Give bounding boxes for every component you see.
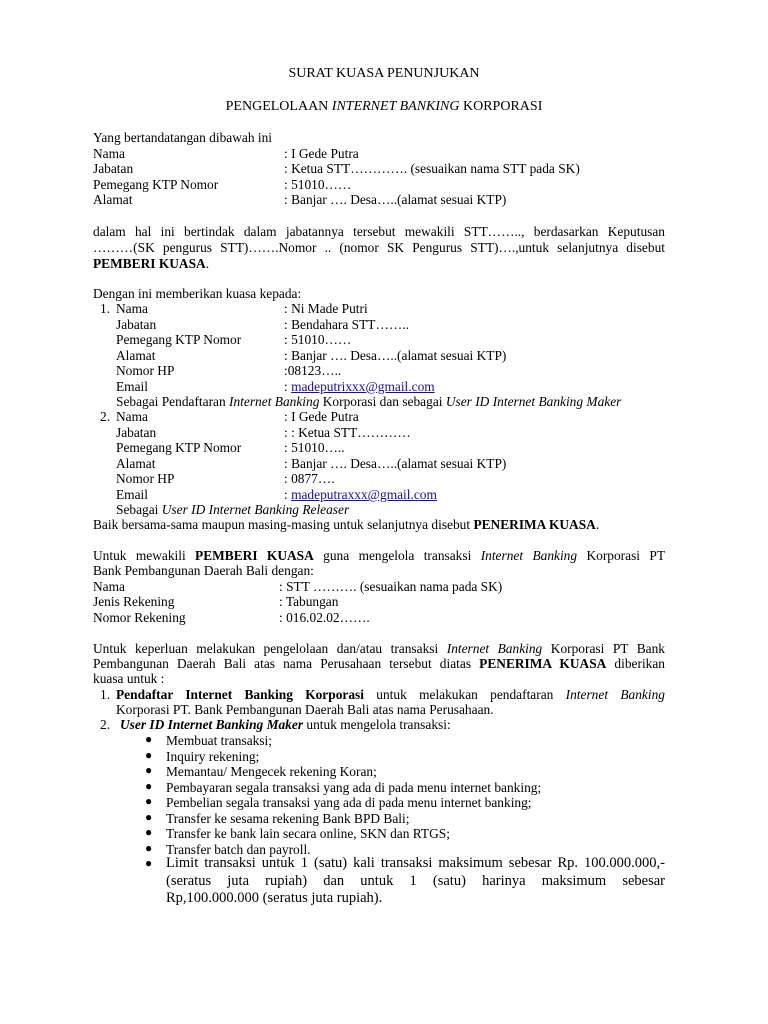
item1-number: 1. [100,687,111,702]
signer-value: : I Gede Putra [284,146,359,161]
person1-label: Alamat [116,348,156,363]
document-subtitle [0,99,768,114]
account-value: : Tabungan [279,594,339,609]
together-period: . [595,517,600,532]
person2-value: : I Gede Putra [284,409,359,424]
bullet-icon: ● [145,732,153,746]
para1-line2: ………(SK pengurus STT)…….Nomor .. (nomor SK Pengurus STT)….,untuk selanjutnya disebut [93,240,665,255]
role-italic: Internet Banking [229,394,320,409]
signer-value: : Ketua STT…………. (sesuaikan nama STT pada SK) [284,161,580,176]
person1-label: Jabatan [116,317,157,332]
signer-label: Jabatan [93,161,134,176]
bullet-item: Inquiry rekening; [166,749,260,764]
person2-value: : 51010….. [284,440,345,455]
signer-label: Nama [93,146,125,161]
account-label: Nama [93,579,125,594]
limit-line2: (seratus juta rupiah) dan untuk 1 (satu) harinya maksimum sebesar [166,873,665,889]
subtitle-italic: INTERNET BANKING [331,99,460,114]
email-colon: : [284,487,292,502]
person1-value: : Ni Made Putri [284,301,368,316]
person2-value: : : Ketua STT………… [284,425,411,440]
person1-email-link[interactable]: madeputrixxx@gmail.com [291,379,435,394]
signer-label: Alamat [93,192,133,207]
person1-email-row [284,379,435,394]
person1-value: :08123….. [284,363,342,378]
limit-line3: Rp,100.000.000 (seratus juta rupiah). [166,890,383,906]
person2-email-row [284,487,437,502]
role-text: Korporasi dan sebagai [319,394,446,409]
person2-label: Alamat [116,456,156,471]
signer-value: : 51010…… [284,177,352,192]
item2-number: 2. [100,717,111,732]
account-label: Nomor Rekening [93,610,186,625]
purpose-line3: kuasa untuk : [93,671,165,686]
role-italic: User ID Internet Banking Releaser [161,502,350,517]
person1-number: 1. [100,301,111,316]
bullet-icon: ● [145,763,153,777]
person2-email-label: Email [116,487,148,502]
bullet-icon: ● [145,748,153,762]
para1-line1: dalam hal ini bertindak dalam jabatannya tersebut mewakili STT…….., berdasarkan Keputusan [93,224,665,239]
bullet-item: Transfer ke bank lain secara online, SKN dan RTGS; [166,826,450,841]
person2-email-link[interactable]: madeputraxxx@gmail.com [291,487,437,502]
para1-period: . [205,256,210,271]
bullet-item: Transfer ke sesama rekening Bank BPD Bali; [166,811,410,826]
person1-label: Nama [116,301,148,316]
bullet-icon: ● [145,794,153,808]
bullet-icon: ● [145,856,153,870]
penerima-kuasa-term: PENERIMA KUASA [473,517,596,532]
person1-value: : Banjar …. Desa…..(alamat sesuai KTP) [284,348,507,363]
bullet-icon: ● [145,841,153,855]
document-title: SURAT KUASA PENUNJUKAN [288,66,480,81]
represent-line1: Untuk mewakili PEMBERI KUASA guna mengelola transaksi Internet Banking Korporasi PT [93,548,665,563]
bullet-item: Memantau/ Mengecek rekening Koran; [166,764,377,779]
subtitle-part: PENGELOLAAN [225,99,332,114]
role-text: Sebagai Pendaftaran [116,394,230,409]
person1-label: Nomor HP [116,363,175,378]
person2-label: Pemegang KTP Nomor [116,440,242,455]
email-colon: : [284,379,292,394]
bullet-icon: ● [145,779,153,793]
person2-value: : Banjar …. Desa…..(alamat sesuai KTP) [284,456,507,471]
limit-line1: Limit transaksi untuk 1 (satu) kali transaksi maksimum sebesar Rp. 100.000.000,- [166,855,665,871]
person1-value: : 51010…… [284,332,352,347]
intro-line: Yang bertandatangan dibawah ini [93,130,272,145]
give-line: Dengan ini memberikan kuasa kepada: [93,286,302,301]
account-label: Jenis Rekening [93,594,175,609]
person1-value: : Bendahara STT…….. [284,317,409,332]
para1-line3 [93,256,209,271]
bullet-item: Membuat transaksi; [166,733,272,748]
item1-line1: Pendaftar Internet Banking Korporasi untuk melakukan pendaftaran Internet Banking [116,687,665,702]
bullet-icon: ● [145,825,153,839]
purpose-line1: Untuk keperluan melakukan pengelolaan dan/atau transaksi Internet Banking Korporasi PT Bank [93,641,665,656]
person1-label: Pemegang KTP Nomor [116,332,242,347]
together-line [93,517,599,532]
person2-value: : 0877…. [284,471,335,486]
signer-label: Pemegang KTP Nomor [93,177,219,192]
bullet-item: Transfer batch dan payroll. [166,842,311,857]
person1-role [116,394,621,409]
role-italic: User ID Internet Banking Maker [445,394,622,409]
pemberi-kuasa-term: PEMBERI KUASA [93,256,206,271]
person2-label: Nama [116,409,148,424]
together-text: Baik bersama-sama maupun masing-masing untuk selanjutnya disebut [93,517,474,532]
account-value: : 016.02.02……. [279,610,370,625]
represent-line2: Bank Pembangunan Daerah Bali dengan: [93,563,314,578]
person1-email-label: Email [116,379,148,394]
account-value: : STT ………. (sesuaikan nama pada SK) [279,579,503,594]
person2-label: Nomor HP [116,471,175,486]
person2-label: Jabatan [116,425,157,440]
subtitle-part: KORPORASI [459,99,543,114]
bullet-item: Pembelian segala transaksi yang ada di pada menu internet banking; [166,795,532,810]
signer-value: : Banjar …. Desa…..(alamat sesuai KTP) [284,192,507,207]
purpose-line2: Pembangunan Daerah Bali atas nama Perusahaan tersebut diatas PENERIMA KUASA diberikan [93,656,665,671]
bullet-item: Pembayaran segala transaksi yang ada di pada menu internet banking; [166,780,542,795]
bullet-icon: ● [145,810,153,824]
item1-line2: Korporasi PT. Bank Pembangunan Daerah Bali atas nama Perusahaan. [116,702,494,717]
person2-role [116,502,349,517]
person2-number: 2. [100,409,111,424]
role-text: Sebagai [116,502,162,517]
item2-line: User ID Internet Banking Maker untuk mengelola transaksi: [120,717,451,732]
